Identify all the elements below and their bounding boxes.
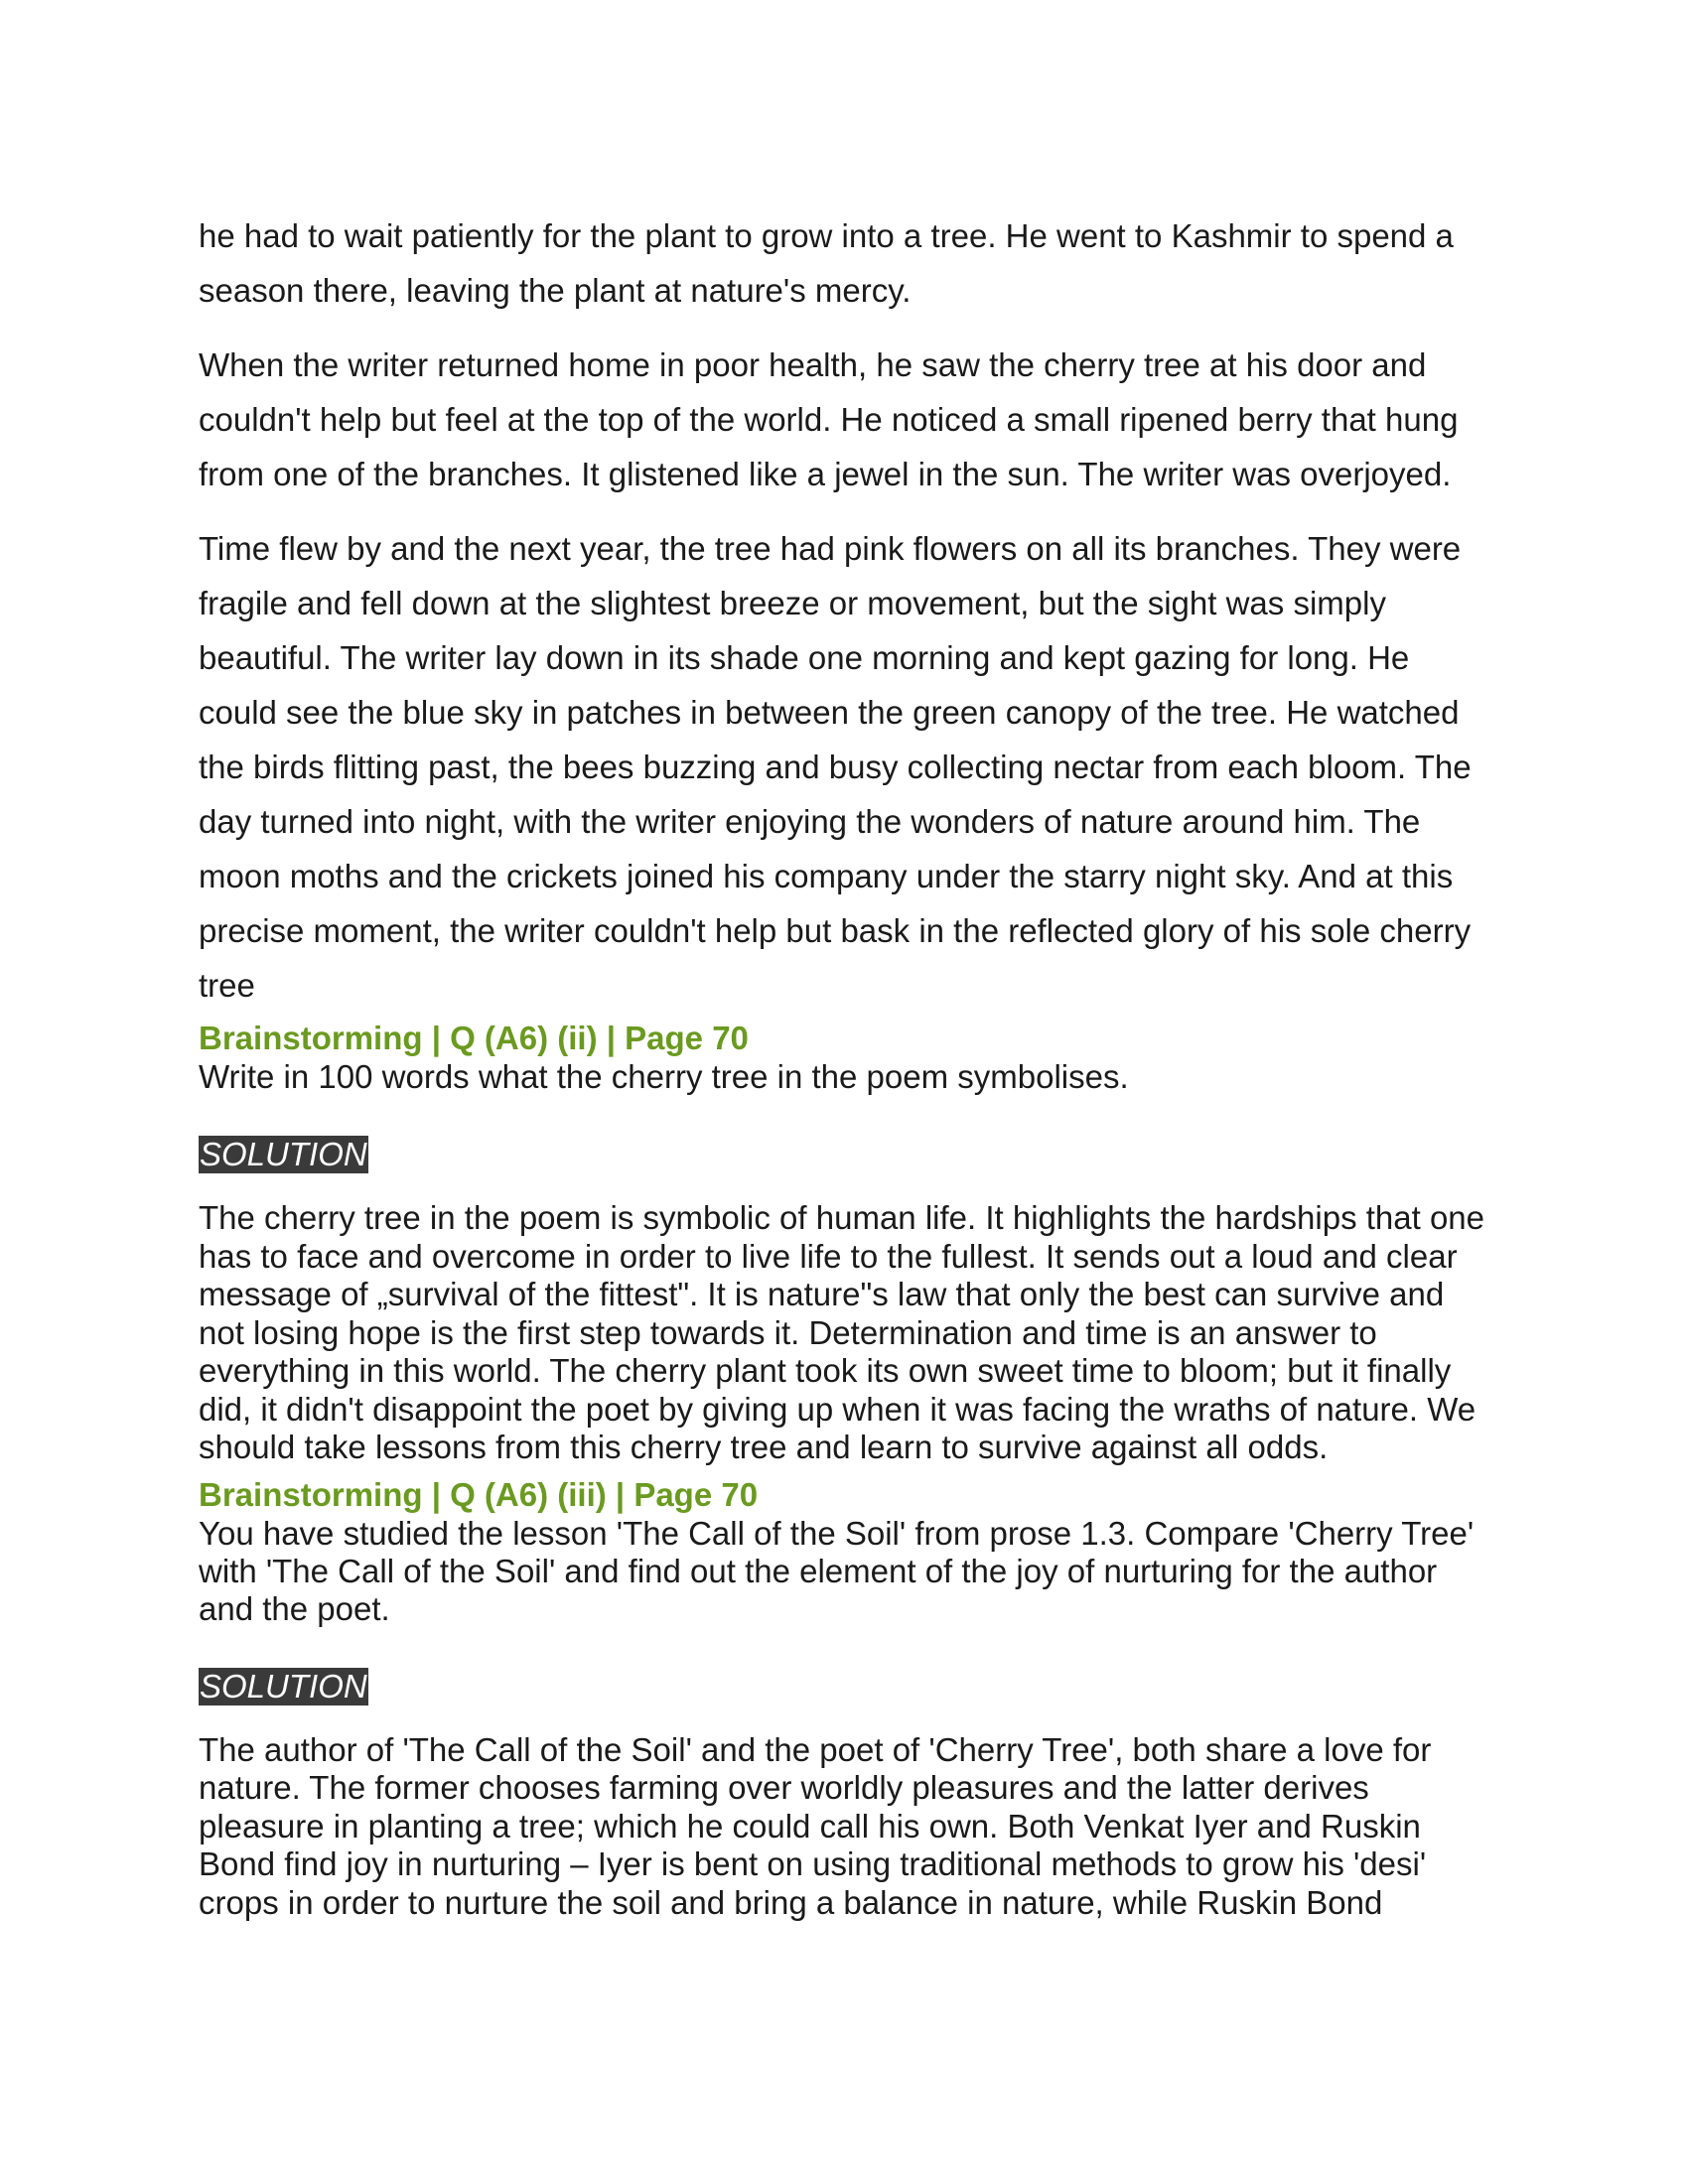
- question-section: [199, 1475, 1489, 1923]
- document-page: [199, 208, 1489, 1922]
- paragraph: Time flew by and the next year, the tree had pink flowers on all its branches. They were fragile and fell down at the slightest breeze or movement, but the sight was simply beautiful. The writer lay down in its shade one morning and kept gazing for long. He could see the blue sky in patches in between the green canopy of the tree. He watched the birds flitting past, the bees buzzing and busy collecting nectar from each bloom. The day turned into night, with the writer enjoying the wonders of nature around him. The moon moths and the crickets joined his company under the starry night sky. And at this precise moment, the writer couldn't help but bask in the reflected glory of his sole cherry tree: [199, 530, 1472, 1004]
- solution-label: SOLUTION: [200, 1136, 367, 1172]
- answer-text: The cherry tree in the poem is symbolic of human life. It highlights the hardships that one has to face and overcome in order to live life to the fullest. It sends out a loud and clear message of „survival of the fittest". It is nature"s law that only the best can survive and not losing hope is the first step towards it. Determination and time is an answer to everything in this world. The cherry plant took its own sweet time to bloom; but it finally did, it didn't disappoint the poet by giving up when it was facing the wraths of nature. We should take lessons from this cherry tree and learn to survive against all odds.: [199, 1199, 1485, 1465]
- question-section: [199, 1019, 1489, 1467]
- solution-label: SOLUTION: [200, 1667, 367, 1705]
- section-heading: Brainstorming | Q (A6) (ii) | Page 70: [199, 1020, 749, 1056]
- question-text: Write in 100 words what the cherry tree in the poem symbolises.: [199, 1058, 1129, 1095]
- answer-text: The author of 'The Call of the Soil' and the poet of 'Cherry Tree', both share a love for nature. The former chooses farming over worldly pleasures and the latter derives pleasure in planting a tree; which he could call his own. Both Venkat Iyer and Ruskin Bond find joy in nurturing – Iyer is bent on using traditional methods to grow his 'desi' crops in order to nurture the soil and bring a balance in nature, while Ruskin Bond: [199, 1730, 1432, 1921]
- question-text: You have studied the lesson 'The Call of the Soil' from prose 1.3. Compare 'Cherry Tree' with 'The Call of the Soil' and find out the element of the joy of nurturing for the author and the poet.: [199, 1514, 1475, 1627]
- section-heading: Brainstorming | Q (A6) (iii) | Page 70: [199, 1475, 759, 1513]
- paragraph: When the writer returned home in poor health, he saw the cherry tree at his door and couldn't help but feel at the top of the world. He noticed a small ripened berry that hung from one of the branches. It glistened like a jewel in the sun. The writer was overjoyed.: [199, 346, 1459, 492]
- paragraph: he had to wait patiently for the plant to grow into a tree. He went to Kashmir to spend a season there, leaving the plant at nature's mercy.: [199, 217, 1454, 309]
